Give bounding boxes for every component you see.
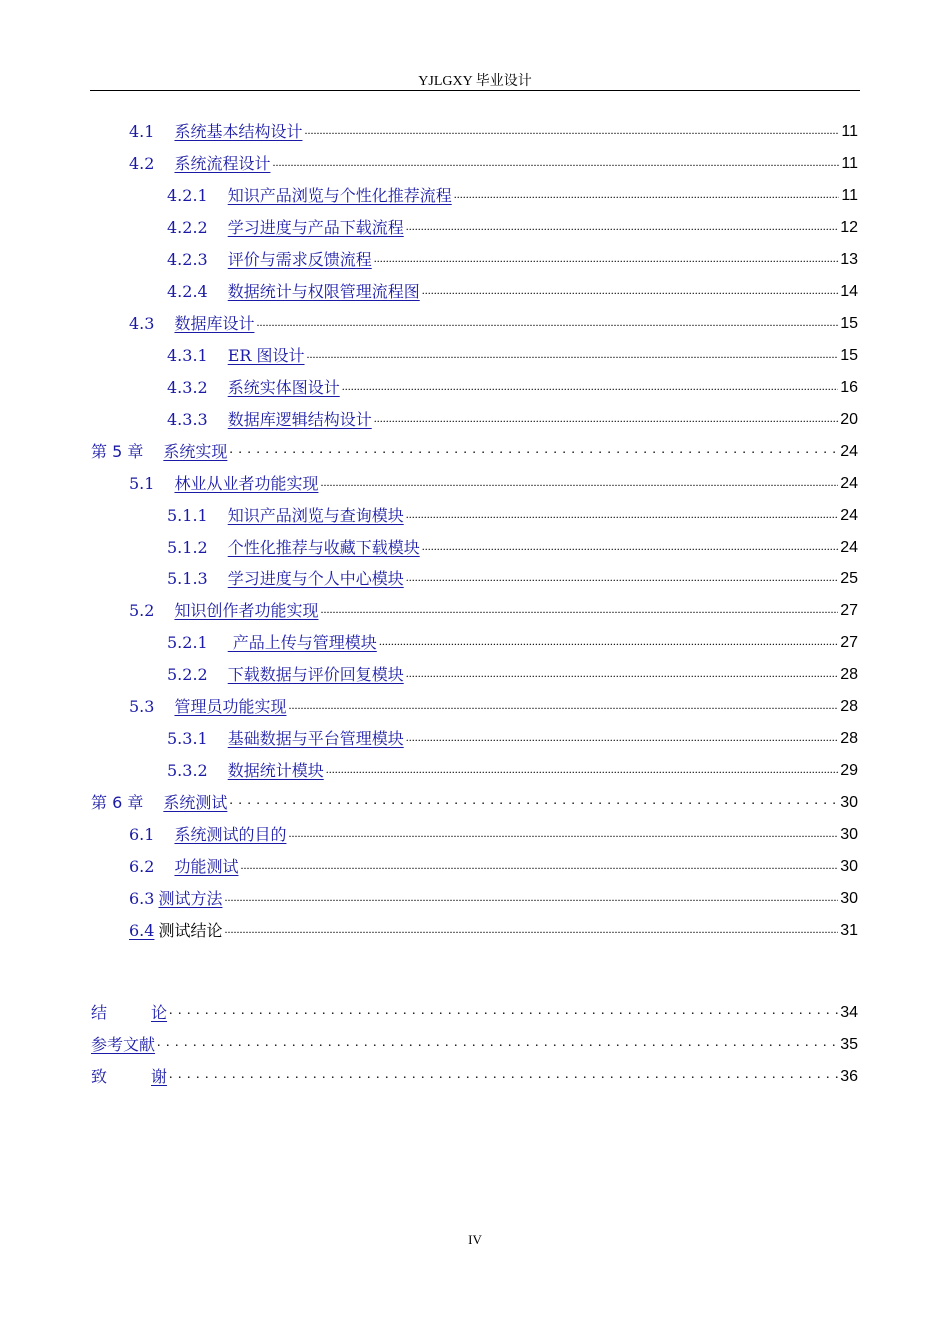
toc-entry-page: 27 (840, 602, 858, 619)
toc-entry[interactable] (129, 919, 858, 941)
toc-entry[interactable] (129, 823, 858, 845)
toc-entry-title: 系统实体图设计 (227, 378, 340, 397)
toc-entry-number: 6.2 (129, 857, 155, 876)
toc-entry[interactable] (167, 216, 858, 238)
toc-leader-dots (224, 921, 838, 941)
toc-entry[interactable] (167, 727, 858, 749)
toc-entry-title: 参考文献 (91, 1035, 156, 1054)
toc-entry-title: 基础数据与平台管理模块 (227, 729, 404, 748)
toc-entry[interactable] (129, 695, 858, 717)
toc-entry[interactable] (167, 567, 858, 589)
toc-entry[interactable] (129, 887, 858, 909)
toc-entry[interactable] (167, 184, 858, 206)
toc-entry-number: 4.3.2 (167, 378, 208, 397)
toc-entry-page: 15 (840, 315, 858, 332)
toc-leader-dots (406, 729, 838, 749)
toc-entry-page: 13 (840, 251, 858, 268)
toc-entry[interactable] (91, 1065, 858, 1087)
toc-entry-page: 30 (840, 890, 858, 907)
toc-entry-page: 24 (840, 507, 858, 524)
toc-leader-dots (422, 538, 838, 558)
toc-entry-title: 数据统计模块 (227, 761, 324, 780)
toc-entry-page: 30 (840, 858, 858, 875)
toc-entry-number: 5.2 (129, 601, 155, 620)
toc-entry-title: 数据库逻辑结构设计 (227, 410, 372, 429)
toc-entry-number: 5.2.1 (167, 633, 208, 652)
toc-entry-number: 结 (91, 1003, 108, 1022)
toc-entry-link[interactable] (129, 889, 222, 909)
toc-entry-page: 11 (841, 187, 858, 204)
toc-leader-dots (240, 857, 838, 877)
toc-entry-link[interactable] (129, 825, 286, 845)
toc-leader-dots (406, 569, 838, 589)
toc-leader-dots (342, 378, 838, 398)
toc-entry-link[interactable] (91, 1067, 167, 1087)
toc-entry-number: 6.4 (129, 921, 155, 940)
toc-entry-number: 5.3 (129, 697, 155, 716)
toc-entry-link[interactable] (129, 474, 318, 494)
toc-entry[interactable] (167, 663, 858, 685)
toc-entry-page: 28 (840, 666, 858, 683)
toc-entry-link[interactable] (167, 410, 372, 430)
toc-entry-number: 6.1 (129, 825, 155, 844)
toc-entry-page: 12 (840, 219, 858, 236)
toc-entry-number: 5.1 (129, 474, 155, 493)
toc-entry-page: 24 (840, 443, 858, 460)
toc-entry-link[interactable] (167, 761, 324, 781)
toc-entry-title: 学习进度与产品下载流程 (227, 218, 404, 237)
toc-entry[interactable] (167, 408, 858, 430)
toc-entry-page: 27 (840, 634, 858, 651)
toc-leader-dots (157, 1035, 838, 1055)
toc-entry-page: 25 (840, 570, 858, 587)
toc-entry-link[interactable] (167, 665, 404, 685)
toc-entry-page: 34 (840, 1004, 858, 1021)
toc-entry-number: 5.3.1 (167, 729, 208, 748)
toc-entry[interactable] (129, 312, 858, 334)
toc-entry-number: 4.3.1 (167, 346, 208, 365)
toc-entry-number: 4.2.3 (167, 250, 208, 269)
toc-entry-link[interactable] (129, 601, 318, 621)
toc-entry-page: 14 (840, 283, 858, 300)
toc-entry-title: 系统流程设计 (174, 154, 271, 173)
toc-entry-title: 系统测试 (163, 793, 228, 812)
toc-entry-link[interactable] (167, 218, 404, 238)
toc-entry-number: 4.2 (129, 154, 155, 173)
toc-leader-dots (169, 1003, 838, 1023)
toc-entry-link[interactable] (129, 921, 222, 941)
toc-entry-link[interactable] (129, 314, 254, 334)
toc-leader-dots (326, 761, 838, 781)
header-title: YJLGXY 毕业设计 (418, 74, 532, 89)
toc-entry-number: 5.3.2 (167, 761, 208, 780)
toc-entry-number: 5.1.2 (167, 538, 208, 557)
toc-entry-number: 4.2.1 (167, 186, 208, 205)
toc-entry[interactable] (167, 376, 858, 398)
toc-entry[interactable] (167, 536, 858, 558)
toc-entry-title: ER 图设计 (227, 346, 305, 365)
toc-entry-page: 30 (840, 826, 858, 843)
toc-entry-title: 知识产品浏览与查询模块 (227, 506, 404, 525)
toc-leader-dots (288, 697, 838, 717)
toc-entry-page: 20 (840, 411, 858, 428)
toc-entry-number: 4.3.3 (167, 410, 208, 429)
toc-entry-link[interactable] (167, 569, 404, 589)
toc-entry[interactable] (129, 120, 858, 142)
toc-entry-link[interactable] (167, 633, 377, 653)
toc-entry-number: 第 6 章 (91, 793, 144, 812)
toc-leader-dots (229, 442, 838, 462)
toc-entry[interactable] (167, 248, 858, 270)
toc-entry-number: 4.2.2 (167, 218, 208, 237)
toc-entry-link[interactable] (91, 793, 227, 813)
toc-entry[interactable] (167, 280, 858, 302)
toc-entry-link[interactable] (167, 346, 305, 366)
toc-leader-dots (320, 474, 838, 494)
toc-entry-title: 功能测试 (174, 857, 239, 876)
toc-leader-dots (272, 154, 839, 174)
toc-entry-page: 28 (840, 698, 858, 715)
toc-leader-dots (169, 1067, 838, 1087)
toc-leader-dots (379, 633, 838, 653)
toc-entry-page: 35 (840, 1036, 858, 1053)
toc-entry-title: 管理员功能实现 (174, 697, 287, 716)
toc-entry[interactable] (129, 599, 858, 621)
toc-entry-link[interactable] (167, 250, 372, 270)
toc-entry-title: 评价与需求反馈流程 (227, 250, 372, 269)
toc-leader-dots (406, 218, 838, 238)
toc-entry[interactable] (91, 440, 858, 462)
toc-entry-title: 下载数据与评价回复模块 (227, 665, 404, 684)
toc-entry-link[interactable] (129, 154, 270, 174)
toc-leader-dots (307, 346, 839, 366)
toc-entry-number: 5.1.1 (167, 506, 208, 525)
toc-entry-title: 系统实现 (163, 442, 228, 461)
toc-entry-title: 知识产品浏览与个性化推荐流程 (227, 186, 452, 205)
toc-entry-title: 系统基本结构设计 (174, 122, 303, 141)
toc-entry[interactable] (167, 759, 858, 781)
toc-entry-title: 论 (151, 1003, 168, 1022)
toc-leader-dots (288, 825, 838, 845)
toc-entry-title: 产品上传与管理模块 (227, 633, 377, 652)
toc-entry-title: 林业从业者功能实现 (174, 474, 319, 493)
toc-leader-dots (406, 506, 838, 526)
toc-entry-link[interactable] (129, 857, 238, 877)
toc-entry-link[interactable] (91, 1003, 167, 1023)
toc-leader-dots (304, 122, 839, 142)
toc-entry-title: 数据库设计 (174, 314, 255, 333)
toc-entry-page: 11 (841, 155, 858, 172)
toc-entry-link[interactable] (167, 186, 452, 206)
toc-entry-number: 6.3 (129, 889, 155, 908)
toc-entry-page: 36 (840, 1068, 858, 1085)
toc-entry-link[interactable] (91, 1035, 155, 1055)
toc-entry[interactable] (167, 631, 858, 653)
toc-entry-number: 4.2.4 (167, 282, 208, 301)
toc-leader-dots (422, 282, 838, 302)
toc-entry-title: 个性化推荐与收藏下载模块 (227, 538, 420, 557)
toc-entry-page: 29 (840, 762, 858, 779)
toc-leader-dots (229, 793, 838, 813)
toc-entry[interactable] (129, 855, 858, 877)
toc-entry-title: 测试方法 (158, 889, 223, 908)
toc-entry-title: 测试结论 (158, 921, 223, 940)
toc-entry[interactable] (91, 1001, 858, 1023)
toc-entry-number: 第 5 章 (91, 442, 144, 461)
toc-entry-number: 致 (91, 1067, 108, 1086)
toc-entry-title: 数据统计与权限管理流程图 (227, 282, 420, 301)
toc-entry-title: 系统测试的目的 (174, 825, 287, 844)
toc-leader-dots (374, 250, 838, 270)
toc-entry-number: 5.1.3 (167, 569, 208, 588)
toc-entry-link[interactable] (129, 697, 286, 717)
toc-entry-page: 11 (841, 123, 858, 140)
toc-entry-title: 谢 (151, 1067, 168, 1086)
toc-entry[interactable] (167, 504, 858, 526)
toc-leader-dots (454, 186, 840, 206)
toc-entry-link[interactable] (167, 378, 340, 398)
toc-leader-dots (374, 410, 838, 430)
toc-entry-title: 学习进度与个人中心模块 (227, 569, 404, 588)
toc-entry-link[interactable] (167, 282, 420, 302)
toc-entry[interactable] (167, 344, 858, 366)
toc-leader-dots (224, 889, 838, 909)
toc-entry-page: 31 (840, 922, 858, 939)
toc-entry-title: 知识创作者功能实现 (174, 601, 319, 620)
page-number: IV (468, 1232, 482, 1247)
toc-entry-link[interactable] (91, 442, 227, 462)
toc-entry-number: 4.1 (129, 122, 155, 141)
toc-entry[interactable] (91, 791, 858, 813)
toc-entry-link[interactable] (167, 506, 404, 526)
toc-entry-page: 24 (840, 475, 858, 492)
toc-entry-page: 28 (840, 730, 858, 747)
toc-entry[interactable] (129, 152, 858, 174)
toc-entry[interactable] (129, 472, 858, 494)
toc-entry-page: 15 (840, 347, 858, 364)
toc-entry-page: 16 (840, 379, 858, 396)
toc-leader-dots (256, 314, 838, 334)
toc-leader-dots (320, 601, 838, 621)
toc-entry-link[interactable] (167, 538, 420, 558)
toc-leader-dots (406, 665, 838, 685)
toc-entry[interactable] (91, 1033, 858, 1055)
toc-entry-page: 30 (840, 794, 858, 811)
toc-entry-number: 4.3 (129, 314, 155, 333)
toc-entry-link[interactable] (167, 729, 404, 749)
toc-entry-number: 5.2.2 (167, 665, 208, 684)
toc-entry-page: 24 (840, 539, 858, 556)
toc-entry-link[interactable] (129, 122, 302, 142)
